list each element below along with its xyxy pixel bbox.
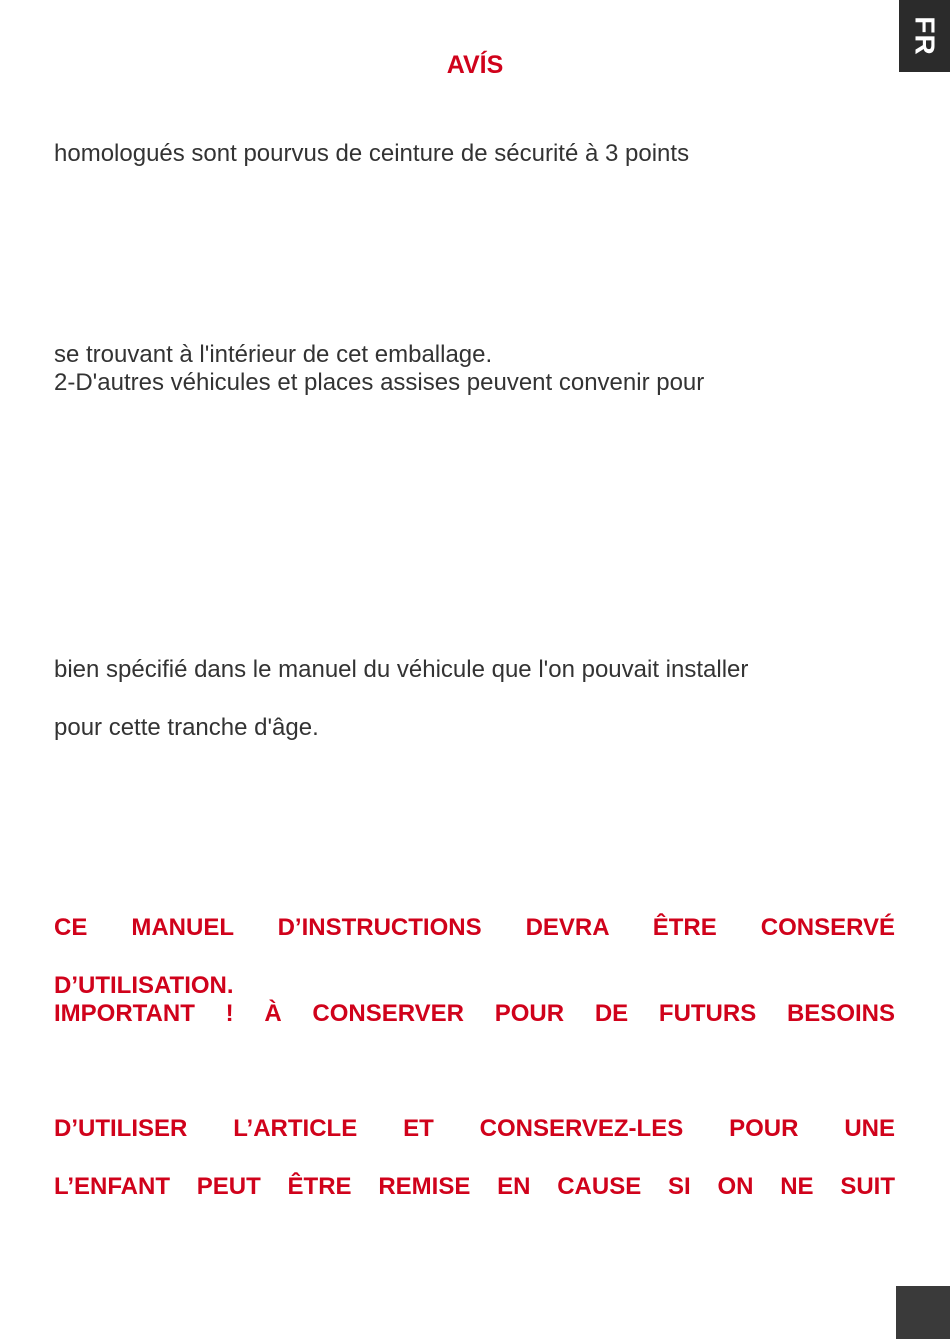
body-line-2: se trouvant à l'intérieur de cet emballage. xyxy=(54,341,493,368)
body-line-5: pour cette tranche d'âge. xyxy=(54,714,319,741)
warning-line-3: IMPORTANT ! À CONSERVER POUR DE FUTURS BESOINS xyxy=(54,1000,895,1027)
language-tab-label: FR xyxy=(909,16,941,56)
warning-line-1: CE MANUEL D’INSTRUCTIONS DEVRA ÊTRE CONSERVÉ xyxy=(54,914,895,941)
body-line-3: 2-D'autres véhicules et places assises peuvent convenir pour xyxy=(54,369,705,396)
body-line-1: homologués sont pourvus de ceinture de sécurité à 3 points xyxy=(54,140,690,167)
page-title: AVÍS xyxy=(446,51,504,79)
warning-line-4: D’UTILISER L’ARTICLE ET CONSERVEZ-LES POUR UNE xyxy=(54,1115,895,1142)
body-line-4: bien spécifié dans le manuel du véhicule que l'on pouvait installer xyxy=(54,656,749,683)
warning-line-2: D’UTILISATION. xyxy=(54,972,234,999)
page-corner-marker xyxy=(896,1286,950,1339)
warning-line-5: L’ENFANT PEUT ÊTRE REMISE EN CAUSE SI ON NE SUIT xyxy=(54,1173,895,1200)
